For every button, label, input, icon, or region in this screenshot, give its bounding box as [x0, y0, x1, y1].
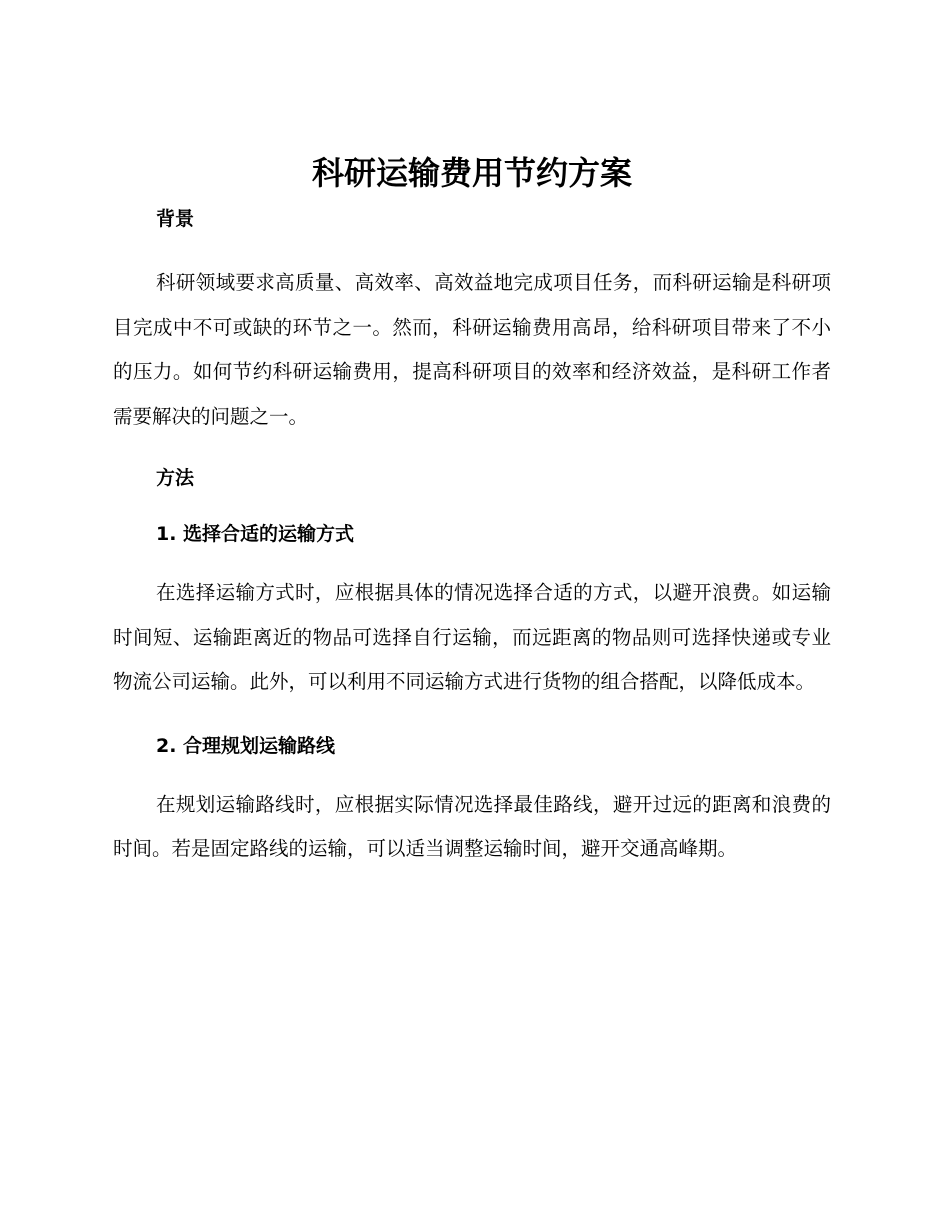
background-paragraph: 科研领域要求高质量、高效率、高效益地完成项目任务，而科研运输是科研项目完成中不可或缺的环节之一。然而，科研运输费用高昂，给科研项目带来了不小的压力。如何节约科研运输费用，提高科研项目的效率和经济效益，是科研工作者需要解决的问题之一。	[113, 271, 831, 428]
method-1-heading: 1. 选择合适的运输方式	[156, 523, 355, 545]
method-2-heading: 2. 合理规划运输路线	[156, 734, 336, 757]
document-title: 科研运输费用节约方案	[311, 154, 632, 192]
document-page	[113, 150, 831, 872]
background-heading: 背景	[156, 208, 195, 230]
method-1-paragraph: 在选择运输方式时，应根据具体的情况选择合适的方式，以避开浪费。如运输时间短、运输距离近的物品可选择自行运输，而远距离的物品则可选择快递或专业物流公司运输。此外，可以利用不同运输方式进行货物的组合搭配，以降低成本。	[113, 581, 831, 693]
method-2-paragraph: 在规划运输路线时，应根据实际情况选择最佳路线，避开过远的距离和浪费的时间。若是固定路线的运输，可以适当调整运输时间，避开交通高峰期。	[113, 792, 831, 860]
method-heading: 方法	[156, 467, 195, 489]
